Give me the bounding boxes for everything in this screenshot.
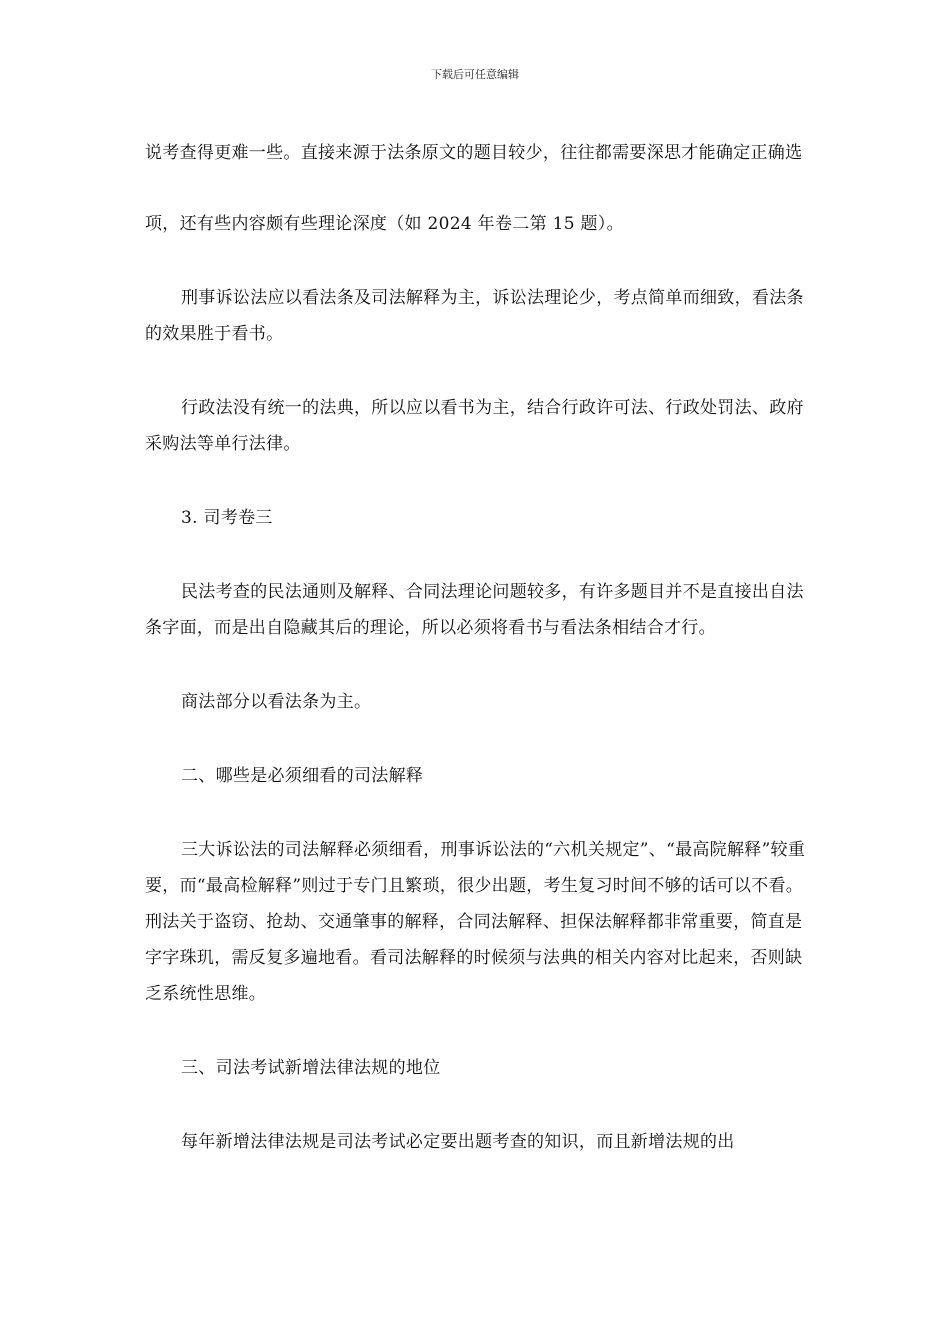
section-heading-paper-three: 3. 司考卷三 — [181, 508, 273, 528]
paragraph-new-laws: 每年新增法律法规是司法考试必定要出题考查的知识，而且新增法规的出 — [181, 1132, 735, 1152]
paragraph-administrative-law: 行政法没有统一的法典，所以应以看书为主，结合行政许可法、行政处罚法、政府采购法等单行法律。 — [145, 398, 804, 454]
paragraph-continuation: 说考查得更难一些。直接来源于法条原文的题目较少，往往都需要深思才能确定正确选项，还有些内容颇有些理论深度（如 2024 年卷二第 15 题）。 — [145, 143, 803, 234]
paragraph-criminal-procedure: 刑事诉讼法应以看法条及司法解释为主，诉讼法理论少，考点简单而细致，看法条的效果胜于看书。 — [145, 288, 804, 344]
section-heading-new-laws: 三、司法考试新增法律法规的地位 — [181, 1058, 441, 1078]
paragraph-commercial-law: 商法部分以看法条为主。 — [181, 692, 372, 712]
document-body — [145, 118, 813, 1198]
paragraph-judicial-interpretations: 三大诉讼法的司法解释必须细看，刑事诉讼法的“六机关规定”、“最高院解释”较重要，而“最高检解释”则过于专门且繁琐，很少出题，考生复习时间不够的话可以不看。刑法关于盗窃、抢劫、交通肇事的解释，合同法解释、担保法解释都非常重要，简直是字字珠玑，需反复多遍地看。看司法解释的时候须与法典的相关内容对比起来，否则缺乏系统性思维。 — [145, 840, 806, 1004]
paragraph-civil-law: 民法考查的民法通则及解释、合同法理论问题较多，有许多题目并不是直接出自法条字面，而是出自隐藏其后的理论，所以必须将看书与看法条相结合才行。 — [145, 582, 804, 638]
section-heading-judicial-interpretations: 二、哪些是必须细看的司法解释 — [181, 766, 424, 786]
page-header: 下载后可任意编辑 — [431, 68, 519, 81]
